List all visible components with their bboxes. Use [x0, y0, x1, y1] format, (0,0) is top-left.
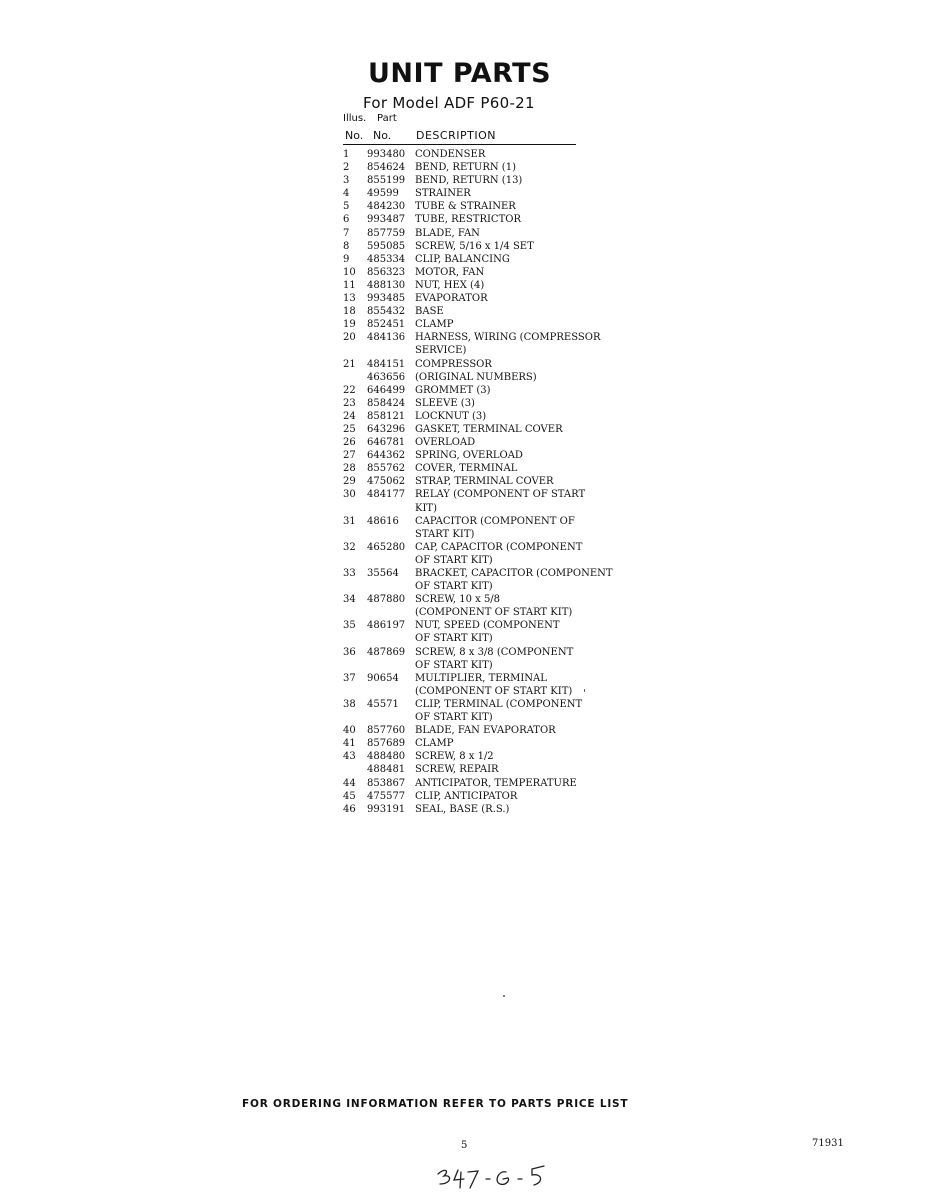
part-no: 857759: [367, 227, 406, 239]
illus-no: 32: [343, 541, 356, 553]
description-line: TUBE, RESTRICTOR: [415, 214, 521, 226]
part-description: [415, 358, 643, 371]
description-line: SERVICE): [415, 345, 467, 357]
description-label: DESCRIPTION: [416, 129, 496, 142]
illus-no: 10: [343, 266, 356, 278]
description-line: (ORIGINAL NUMBERS): [415, 371, 537, 383]
part-description: [415, 763, 643, 776]
part-description: [415, 488, 643, 514]
description-line: BASE: [415, 306, 444, 318]
illus-no: 45: [343, 790, 356, 802]
illus-no: 35: [343, 620, 356, 632]
description-line: BEND, RETURN (13): [415, 175, 523, 187]
part-description: [415, 148, 643, 161]
description-line: OVERLOAD: [415, 437, 476, 449]
table-row: [343, 227, 643, 240]
part-no: 485334: [367, 253, 406, 265]
illus-no: 23: [343, 397, 356, 409]
part-no: 488130: [367, 279, 406, 291]
description-line: START KIT): [415, 528, 475, 540]
table-row: [343, 790, 643, 803]
part-no: 644362: [367, 450, 406, 462]
part-no: 993480: [367, 149, 406, 160]
part-description: [415, 240, 643, 253]
table-row: [343, 174, 643, 187]
illus-no: 37: [343, 672, 356, 684]
description-line: SCREW, 8 x 3/8 (COMPONENT: [415, 646, 574, 658]
table-row: [343, 253, 643, 266]
description-line: OF START KIT): [415, 712, 493, 724]
description-line: OF START KIT): [415, 554, 493, 566]
illus-no: 13: [343, 293, 356, 305]
illus-no: 46: [343, 803, 356, 815]
illus-no: 41: [343, 738, 356, 750]
table-row: [343, 541, 643, 567]
part-no: 646499: [367, 384, 406, 396]
part-no: 993191: [367, 803, 406, 815]
illus-no: 20: [343, 332, 356, 344]
table-row: [343, 423, 643, 436]
part-description: [415, 227, 643, 240]
description-line: EVAPORATOR: [415, 293, 488, 305]
description-line: GROMMET (3): [415, 384, 491, 396]
description-line: BEND, RETURN (1): [415, 162, 516, 174]
table-header: [343, 129, 576, 145]
part-no: 643296: [367, 423, 406, 435]
illus-no: 36: [343, 646, 356, 658]
part-no: 475577: [367, 790, 406, 802]
parts-list: [343, 148, 643, 816]
part-no: 993485: [367, 293, 406, 305]
illus-no: 22: [343, 384, 356, 396]
illus-no: 43: [343, 751, 356, 763]
table-row: [343, 593, 643, 619]
illus-no: 26: [343, 437, 356, 449]
description-line: SEAL, BASE (R.S.): [415, 803, 510, 815]
description-line: CLIP, BALANCING: [415, 253, 510, 265]
part-no: 45571: [367, 698, 399, 710]
part-no: 595085: [367, 240, 406, 252]
part-no: 465280: [367, 541, 406, 553]
table-row: [343, 305, 643, 318]
illus-no: 11: [343, 279, 356, 291]
part-no: 855432: [367, 306, 406, 318]
illus-no: 29: [343, 476, 356, 488]
table-row: [343, 213, 643, 226]
description-line: RELAY (COMPONENT OF START: [415, 489, 586, 501]
table-header-top: [343, 113, 397, 124]
part-description: [415, 213, 643, 226]
table-row: [343, 148, 643, 161]
part-description: [415, 174, 643, 187]
table-row: [343, 803, 643, 816]
part-no: 858424: [367, 397, 406, 409]
description-line: SCREW, 5/16 x 1/4 SET: [415, 240, 534, 252]
illus-no: 5: [343, 201, 350, 213]
table-row: [343, 187, 643, 200]
description-line: SCREW, 10 x 5/8: [415, 594, 501, 606]
part-description: [415, 698, 643, 724]
description-line: KIT): [415, 502, 437, 514]
description-line: CLIP, TERMINAL (COMPONENT: [415, 698, 583, 710]
part-description: [415, 318, 643, 331]
table-row: [343, 331, 643, 357]
part-no: 484230: [367, 201, 406, 213]
illus-no: 28: [343, 463, 356, 475]
table-row: [343, 161, 643, 174]
description-line: SPRING, OVERLOAD: [415, 450, 523, 462]
part-description: [415, 410, 643, 423]
scan-speck: [503, 995, 505, 997]
table-row: [343, 410, 643, 423]
illus-no: 4: [343, 188, 350, 200]
part-description: [415, 672, 643, 698]
table-row: [343, 358, 643, 371]
illus-no: 1: [343, 149, 350, 160]
part-description: [415, 541, 643, 567]
part-no: 487880: [367, 594, 406, 606]
table-row: [343, 515, 643, 541]
part-no: 857689: [367, 738, 406, 750]
part-description: [415, 567, 643, 593]
table-row: [343, 724, 643, 737]
illus-no: 21: [343, 358, 356, 370]
table-row: [343, 292, 643, 305]
part-description: [415, 371, 643, 384]
description-line: LOCKNUT (3): [415, 410, 487, 422]
model-line: For Model ADF P60-21: [363, 94, 535, 112]
part-no: 857760: [367, 725, 406, 737]
part-no: 487869: [367, 646, 406, 658]
part-no: 463656: [367, 371, 406, 383]
part-description: [415, 384, 643, 397]
illus-no: 31: [343, 515, 356, 527]
part-description: [415, 161, 643, 174]
description-line: (COMPONENT OF START KIT): [415, 607, 573, 619]
description-line: SLEEVE (3): [415, 397, 475, 409]
part-description: [415, 646, 643, 672]
part-no: 488480: [367, 751, 406, 763]
illus-no: 2: [343, 162, 350, 174]
scan-speck: [584, 689, 585, 692]
description-line: NUT, SPEED (COMPONENT: [415, 620, 560, 632]
table-row: [343, 279, 643, 292]
part-description: [415, 436, 643, 449]
part-no: 993487: [367, 214, 406, 226]
part-description: [415, 423, 643, 436]
illus-no: 34: [343, 594, 356, 606]
description-line: MOTOR, FAN: [415, 266, 485, 278]
table-row: [343, 488, 643, 514]
part-no: 852451: [367, 319, 406, 331]
table-row: [343, 698, 643, 724]
illus-label: Illus.: [343, 113, 367, 124]
illus-no: 27: [343, 450, 356, 462]
table-row: [343, 672, 643, 698]
description-line: MULTIPLIER, TERMINAL: [415, 672, 547, 684]
part-no: 854624: [367, 162, 406, 174]
description-line: TUBE & STRAINER: [415, 201, 516, 213]
description-line: CLAMP: [415, 319, 454, 331]
part-no: 855762: [367, 463, 406, 475]
part-no-label: No.: [373, 129, 392, 142]
illus-no: 44: [343, 777, 356, 789]
part-description: [415, 331, 643, 357]
illus-no: 18: [343, 306, 356, 318]
part-no: 856323: [367, 266, 406, 278]
part-description: [415, 449, 643, 462]
part-no: 488481: [367, 764, 406, 776]
description-line: GASKET, TERMINAL COVER: [415, 423, 563, 435]
part-no: 484136: [367, 332, 406, 344]
description-line: CAP, CAPACITOR (COMPONENT: [415, 541, 583, 553]
description-line: CLAMP: [415, 738, 454, 750]
illus-no: 24: [343, 410, 356, 422]
part-no: 48616: [367, 515, 399, 527]
table-row: [343, 318, 643, 331]
description-line: OF START KIT): [415, 659, 493, 671]
table-row: [343, 384, 643, 397]
part-no: 486197: [367, 620, 406, 632]
illus-no: 38: [343, 698, 356, 710]
illus-no-label: No.: [345, 129, 364, 142]
part-description: [415, 462, 643, 475]
part-description: [415, 200, 643, 213]
illus-no: 33: [343, 568, 356, 579]
description-line: OF START KIT): [415, 581, 493, 593]
description-line: OF START KIT): [415, 633, 493, 645]
description-line: (COMPONENT OF START KIT): [415, 685, 573, 697]
table-row: [343, 777, 643, 790]
description-line: COVER, TERMINAL: [415, 463, 518, 475]
part-no: 858121: [367, 410, 406, 422]
illus-no: 30: [343, 489, 356, 501]
description-line: STRAP, TERMINAL COVER: [415, 476, 554, 488]
table-row: [343, 567, 643, 593]
part-description: [415, 750, 643, 763]
illus-no: 9: [343, 253, 350, 265]
description-line: NUT, HEX (4): [415, 279, 485, 291]
description-line: CLIP, ANTICIPATOR: [415, 790, 518, 802]
description-line: CAPACITOR (COMPONENT OF: [415, 515, 575, 527]
document-code: 71931: [812, 1138, 844, 1149]
part-description: [415, 777, 643, 790]
table-row: [343, 619, 643, 645]
part-description: [415, 515, 643, 541]
ordering-note: FOR ORDERING INFORMATION REFER TO PARTS PRICE LIST: [242, 1098, 629, 1110]
part-no: 855199: [367, 175, 406, 187]
description-line: COMPRESSOR: [415, 358, 492, 370]
table-row: [343, 266, 643, 279]
table-row: [343, 646, 643, 672]
part-no: 853867: [367, 777, 406, 789]
description-line: BLADE, FAN: [415, 227, 480, 239]
part-description: [415, 737, 643, 750]
description-line: SCREW, REPAIR: [415, 764, 499, 776]
part-description: [415, 724, 643, 737]
part-label: Part: [377, 113, 397, 124]
part-description: [415, 397, 643, 410]
handwritten-mark-drawing: [434, 1160, 564, 1192]
table-row: [343, 240, 643, 253]
page-title: UNIT PARTS: [368, 58, 552, 89]
table-row: [343, 371, 643, 384]
table-row: [343, 449, 643, 462]
description-line: HARNESS, WIRING (COMPRESSOR: [415, 332, 601, 344]
table-row: [343, 436, 643, 449]
part-description: [415, 305, 643, 318]
part-description: [415, 475, 643, 488]
part-no: 90654: [367, 672, 399, 684]
part-description: [415, 253, 643, 266]
illus-no: 25: [343, 423, 356, 435]
handwritten-mark: [434, 1160, 564, 1196]
illus-no: 19: [343, 319, 356, 331]
part-no: 484151: [367, 358, 406, 370]
illus-no: 8: [343, 240, 350, 252]
part-description: [415, 292, 643, 305]
description-line: STRAINER: [415, 188, 471, 200]
illus-no: 3: [343, 175, 350, 187]
illus-no: 7: [343, 227, 350, 239]
part-description: [415, 279, 643, 292]
part-no: 646781: [367, 437, 406, 449]
table-row: [343, 475, 643, 488]
table-row: [343, 750, 643, 763]
part-description: [415, 593, 643, 619]
table-row: [343, 397, 643, 410]
description-line: ANTICIPATOR, TEMPERATURE: [415, 777, 577, 789]
table-row: [343, 200, 643, 213]
part-no: 484177: [367, 489, 406, 501]
description-line: BRACKET, CAPACITOR (COMPONENT: [415, 568, 613, 579]
part-description: [415, 266, 643, 279]
table-row: [343, 737, 643, 750]
table-row: [343, 763, 643, 776]
part-no: 35564: [367, 568, 399, 579]
part-description: [415, 790, 643, 803]
part-description: [415, 187, 643, 200]
description-line: CONDENSER: [415, 149, 486, 160]
illus-no: 6: [343, 214, 350, 226]
part-no: 49599: [367, 188, 399, 200]
part-description: [415, 619, 643, 645]
description-line: SCREW, 8 x 1/2: [415, 751, 494, 763]
table-row: [343, 462, 643, 475]
page-number: 5: [461, 1140, 468, 1151]
part-no: 475062: [367, 476, 406, 488]
illus-no: 40: [343, 725, 356, 737]
part-description: [415, 803, 643, 816]
description-line: BLADE, FAN EVAPORATOR: [415, 725, 556, 737]
